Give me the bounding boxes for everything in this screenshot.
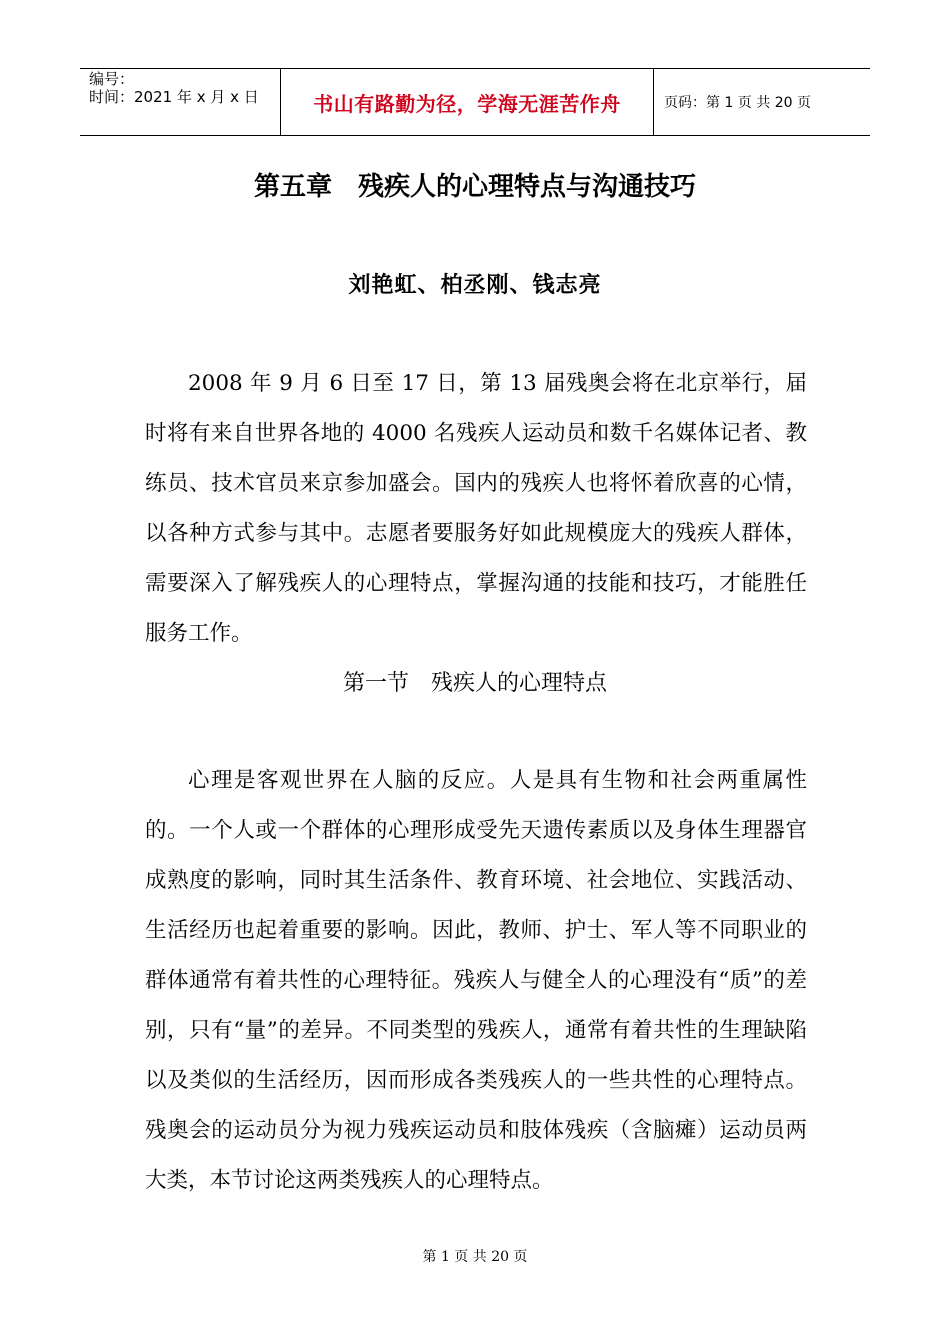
chapter-title: 第五章 残疾人的心理特点与沟通技巧 [253, 172, 696, 202]
section-title: 第一节 残疾人的心理特点 [342, 671, 607, 696]
header-motto-cell [281, 69, 654, 135]
document-date: 时间：2021 年 x 月 x 日 [89, 88, 259, 106]
intro-paragraph: 2008 年 9 月 6 日至 17 日，第 13 届残奥会将在北京举行，届时将有来自世界各地的 4000 名残疾人运动员和数千名媒体记者、教练员、技术官员来京参加盛会。国内的残疾人也将怀着欣喜的心情，以各种方式参与其中。志愿者要服务好如此规模庞大的残疾人群体，需要深入了解残疾人的心理特点，掌握沟通的技能和技巧，才能胜任服务工作。 [145, 371, 807, 646]
header-page-cell [654, 69, 870, 135]
document-header [80, 68, 870, 136]
header-page-info: 页码：第 1 页 共 20 页 [664, 95, 811, 111]
author-list: 刘艳虹、柏丞刚、钱志亮 [348, 272, 602, 298]
header-motto: 书山有路勤为径，学海无涯苦作舟 [313, 91, 621, 116]
header-meta-cell [80, 69, 281, 135]
document-number-label: 编号： [89, 70, 135, 88]
section-paragraph: 心理是客观世界在人脑的反应。人是具有生物和社会两重属性的。一个人或一个群体的心理形成受先天遗传素质以及身体生理器官成熟度的影响，同时其生活条件、教育环境、社会地位、实践活动、生活经历也起着重要的影响。因此，教师、护士、军人等不同职业的群体通常有着共性的心理特征。残疾人与健全人的心理没有“质”的差别，只有“量”的差异。不同类型的残疾人，通常有着共性的生理缺陷以及类似的生活经历，因而形成各类残疾人的一些共性的心理特点。残奥会的运动员分为视力残疾运动员和肢体残疾（含脑瘫）运动员两大类，本节讨论这两类残疾人的心理特点。 [145, 768, 807, 1193]
page-footer: 第 1 页 共 20 页 [422, 1249, 528, 1265]
